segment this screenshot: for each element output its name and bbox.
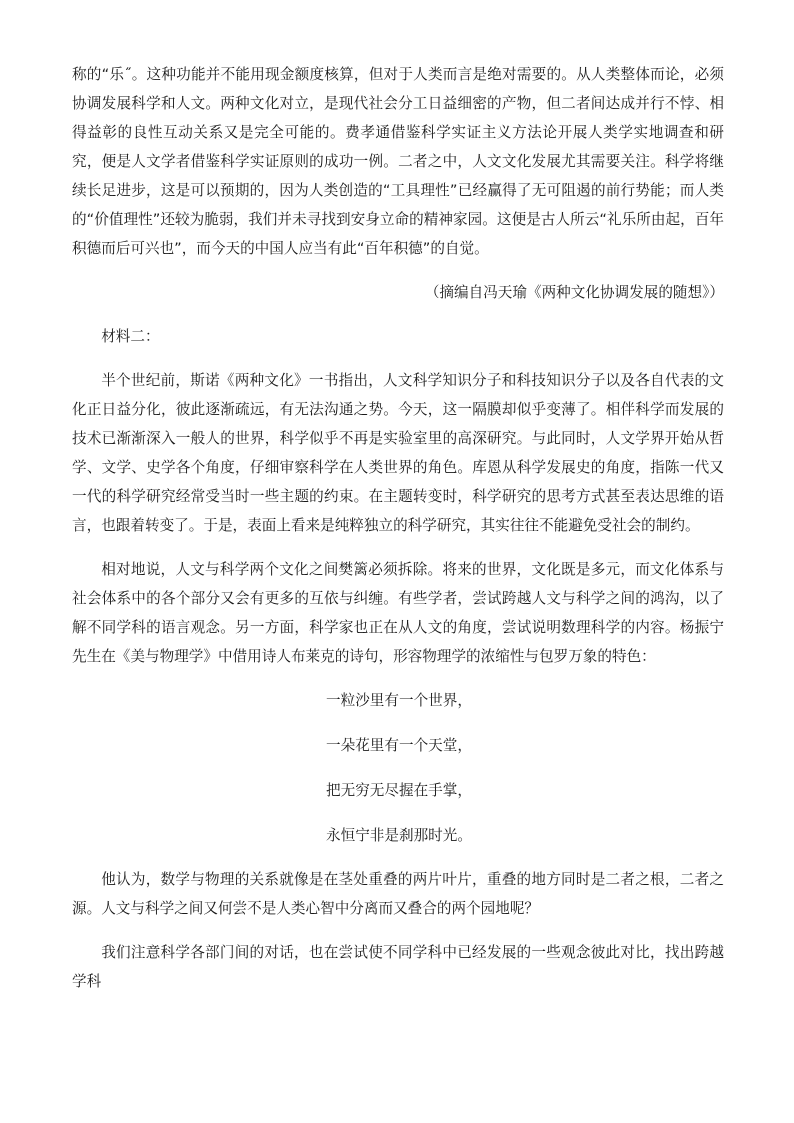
document-page (72, 60, 724, 1011)
poem-line: 把无穷无尽握在手掌， (326, 782, 472, 799)
poem-block (72, 686, 724, 850)
paragraph-continuation: 称的“乐˝。这种功能并不能用现金额度核算，但对于人类而言是绝对需要的。从人类整体而论，必须协调发展科学和人文。两种文化对立，是现代社会分工日益细密的产物，但二者间达成并行不悖、相得益彰的良性互动关系又是完全可能的。费孝通借鉴科学实证主义方法论开展人类学实地调查和研究，便是人文学者借鉴科学实证原则的成功一例。二者之中，人文文化发展尤其需要关注。科学将继续长足进步，这是可以预期的，因为人类创造的“工具理性”已经赢得了无可阻遏的前行势能；而人类的“价值理性”还较为脆弱，我们并未寻找到安身立命的精神家园。这便是古人所云“礼乐所由起，百年积德而后可兴也”，而今天的中国人应当有此“百年积德”的自觉。 (72, 66, 724, 257)
material-two-heading: 材料二： (101, 328, 160, 345)
poem-line: 一朵花里有一个天堂， (326, 737, 472, 754)
paragraph-barriers: 相对地说，人文与科学两个文化之间樊篱必须拆除。将来的世界，文化既是多元，而文化体系与社会体系中的各个部分又会有更多的互依与纠缠。有些学者，尝试跨越人文与科学之间的鸿沟，以了解不同学科的语言观念。另一方面，科学家也正在从人文的角度，尝试说明数理科学的内容。杨振宁先生在《美与物理学》中借用诗人布莱克的诗句，形容物理学的浓缩性与包罗万象的特色： (72, 561, 724, 665)
paragraph-dialogue: 我们注意科学各部门间的对话，也在尝试使不同学科中已经发展的一些观念彼此对比，找出跨越学科 (72, 944, 724, 990)
poem-line: 一粒沙里有一个世界， (326, 692, 472, 709)
paragraph-leaves-analogy: 他认为，数学与物理的关系就像是在茎处重叠的两片叶片，重叠的地方同时是二者之根，二者之源。人文与科学之间又何尝不是人类心智中分离而又叠合的两个园地呢？ (72, 871, 724, 917)
poem-line: 永恒宁非是刹那时光。 (326, 827, 472, 844)
paragraph-two-cultures: 半个世纪前，斯诺《两种文化》一书指出，人文科学知识分子和科技知识分子以及各自代表的文化正日益分化，彼此逐渐疏远，有无法沟通之势。今天，这一隔膜却似乎变薄了。相伴科学而发展的技术已渐渐深入一般人的世界，科学似乎不再是实验室里的高深研究。与此同时，人文学界开始从哲学、文学、史学各个角度，仔细审察科学在人类世界的角色。库恩从科学发展史的角度，指陈一代又一代的科学研究经常受当时一些主题的约束。在主题转变时，科学研究的思考方式甚至表达思维的语言，也跟着转变了。于是，表面上看来是纯粹独立的科学研究，其实往往不能避免受社会的制约。 (72, 372, 724, 534)
source-citation: （摘编自冯天瑜《两种文化协调发展的随想》） (424, 284, 724, 301)
